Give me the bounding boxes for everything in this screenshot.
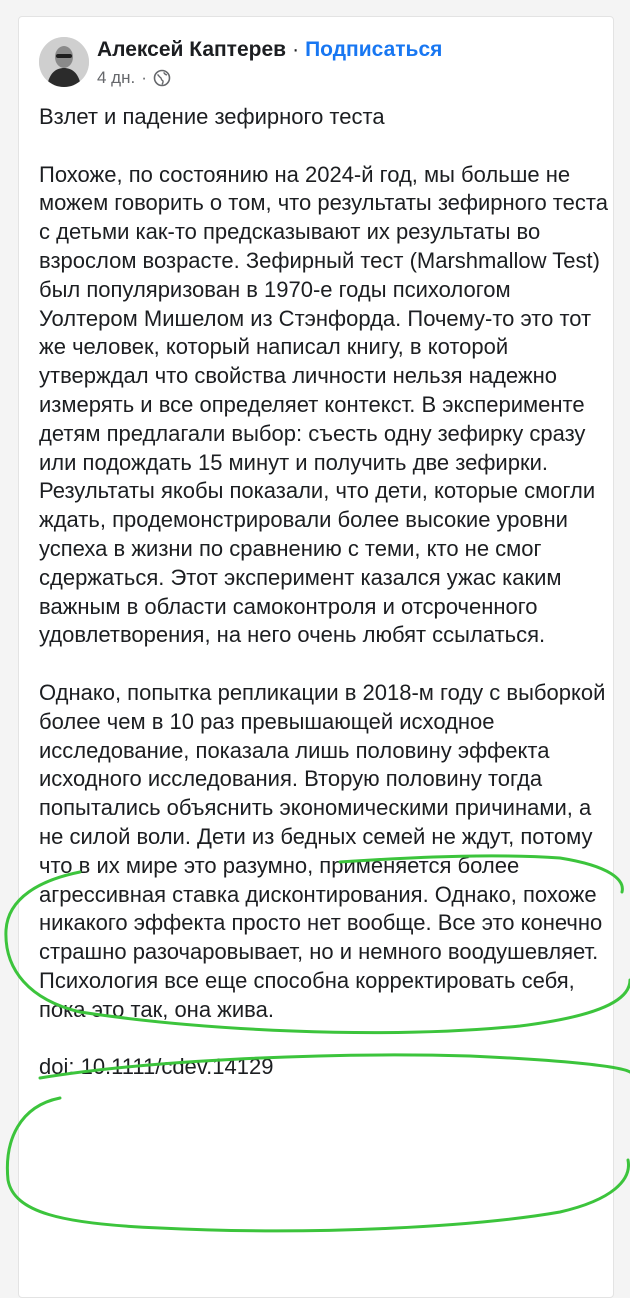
- globe-icon[interactable]: [153, 69, 171, 87]
- avatar[interactable]: [39, 37, 89, 87]
- doi-link[interactable]: doi: 10.1111/cdev.14129: [39, 1054, 274, 1080]
- author-name[interactable]: Алексей Каптерев: [97, 38, 287, 61]
- post-time[interactable]: 4 дн.: [97, 68, 136, 87]
- post-meta: [97, 67, 171, 89]
- post-title: Взлет и падение зефирного теста: [39, 104, 385, 129]
- avatar-photo: [39, 37, 89, 87]
- post-paragraph-1: Похоже, по состоянию на 2024-й год, мы больше не можем говорить о том, что результаты зефирного теста с детьми как-то предсказывают их результаты во взрослом возрасте. Зефирный тест (Marshmallow Test) был популяризован в 1970-е годы психологом Уолтером Мишелом из Стэнфорда. Почему-то это тот же человек, который написал книгу, в которой утверждал что свойства личности нельзя надежно измерять и все определяет контекст. В эксперименте детям предлагали выбор: съесть одну зефирку сразу или подождать 15 минут и получить две зефирки. Результаты якобы показали, что дети, которые смогли ждать, продемонстрировали более высокие уровни успеха в жизни по сравнению с теми, кто не смог сдержаться. Этот эксперимент казался ужас каким важным в области самоконтроля и отсроченного удовлетворения, на него очень любят ссылаться.: [39, 161, 608, 648]
- subscribe-button[interactable]: Подписаться: [305, 38, 443, 61]
- meta-separator: ·: [141, 68, 147, 87]
- header-separator: ·: [292, 38, 300, 61]
- post-body: [39, 103, 609, 1082]
- post-paragraph-2: Однако, попытка репликации в 2018-м году с выборкой более чем в 10 раз превышающей исходное исследование, показала лишь половину эффекта исходного исследования. Вторую половину тогда попытались объяснить экономическими причинами, а не силой воли. Дети из бедных семей не ждут, потому что в их мире это разумно, применяется более агрессивная ставка дисконтирования. Однако, похоже никакого эффекта просто нет вообще. Все это конечно страшно разочаровывает, но и немного воодушевляет. Психология все еще способна корректировать себя, пока это так, она жива.: [39, 679, 606, 1022]
- post-header: [97, 37, 442, 63]
- post-card: [18, 16, 614, 1298]
